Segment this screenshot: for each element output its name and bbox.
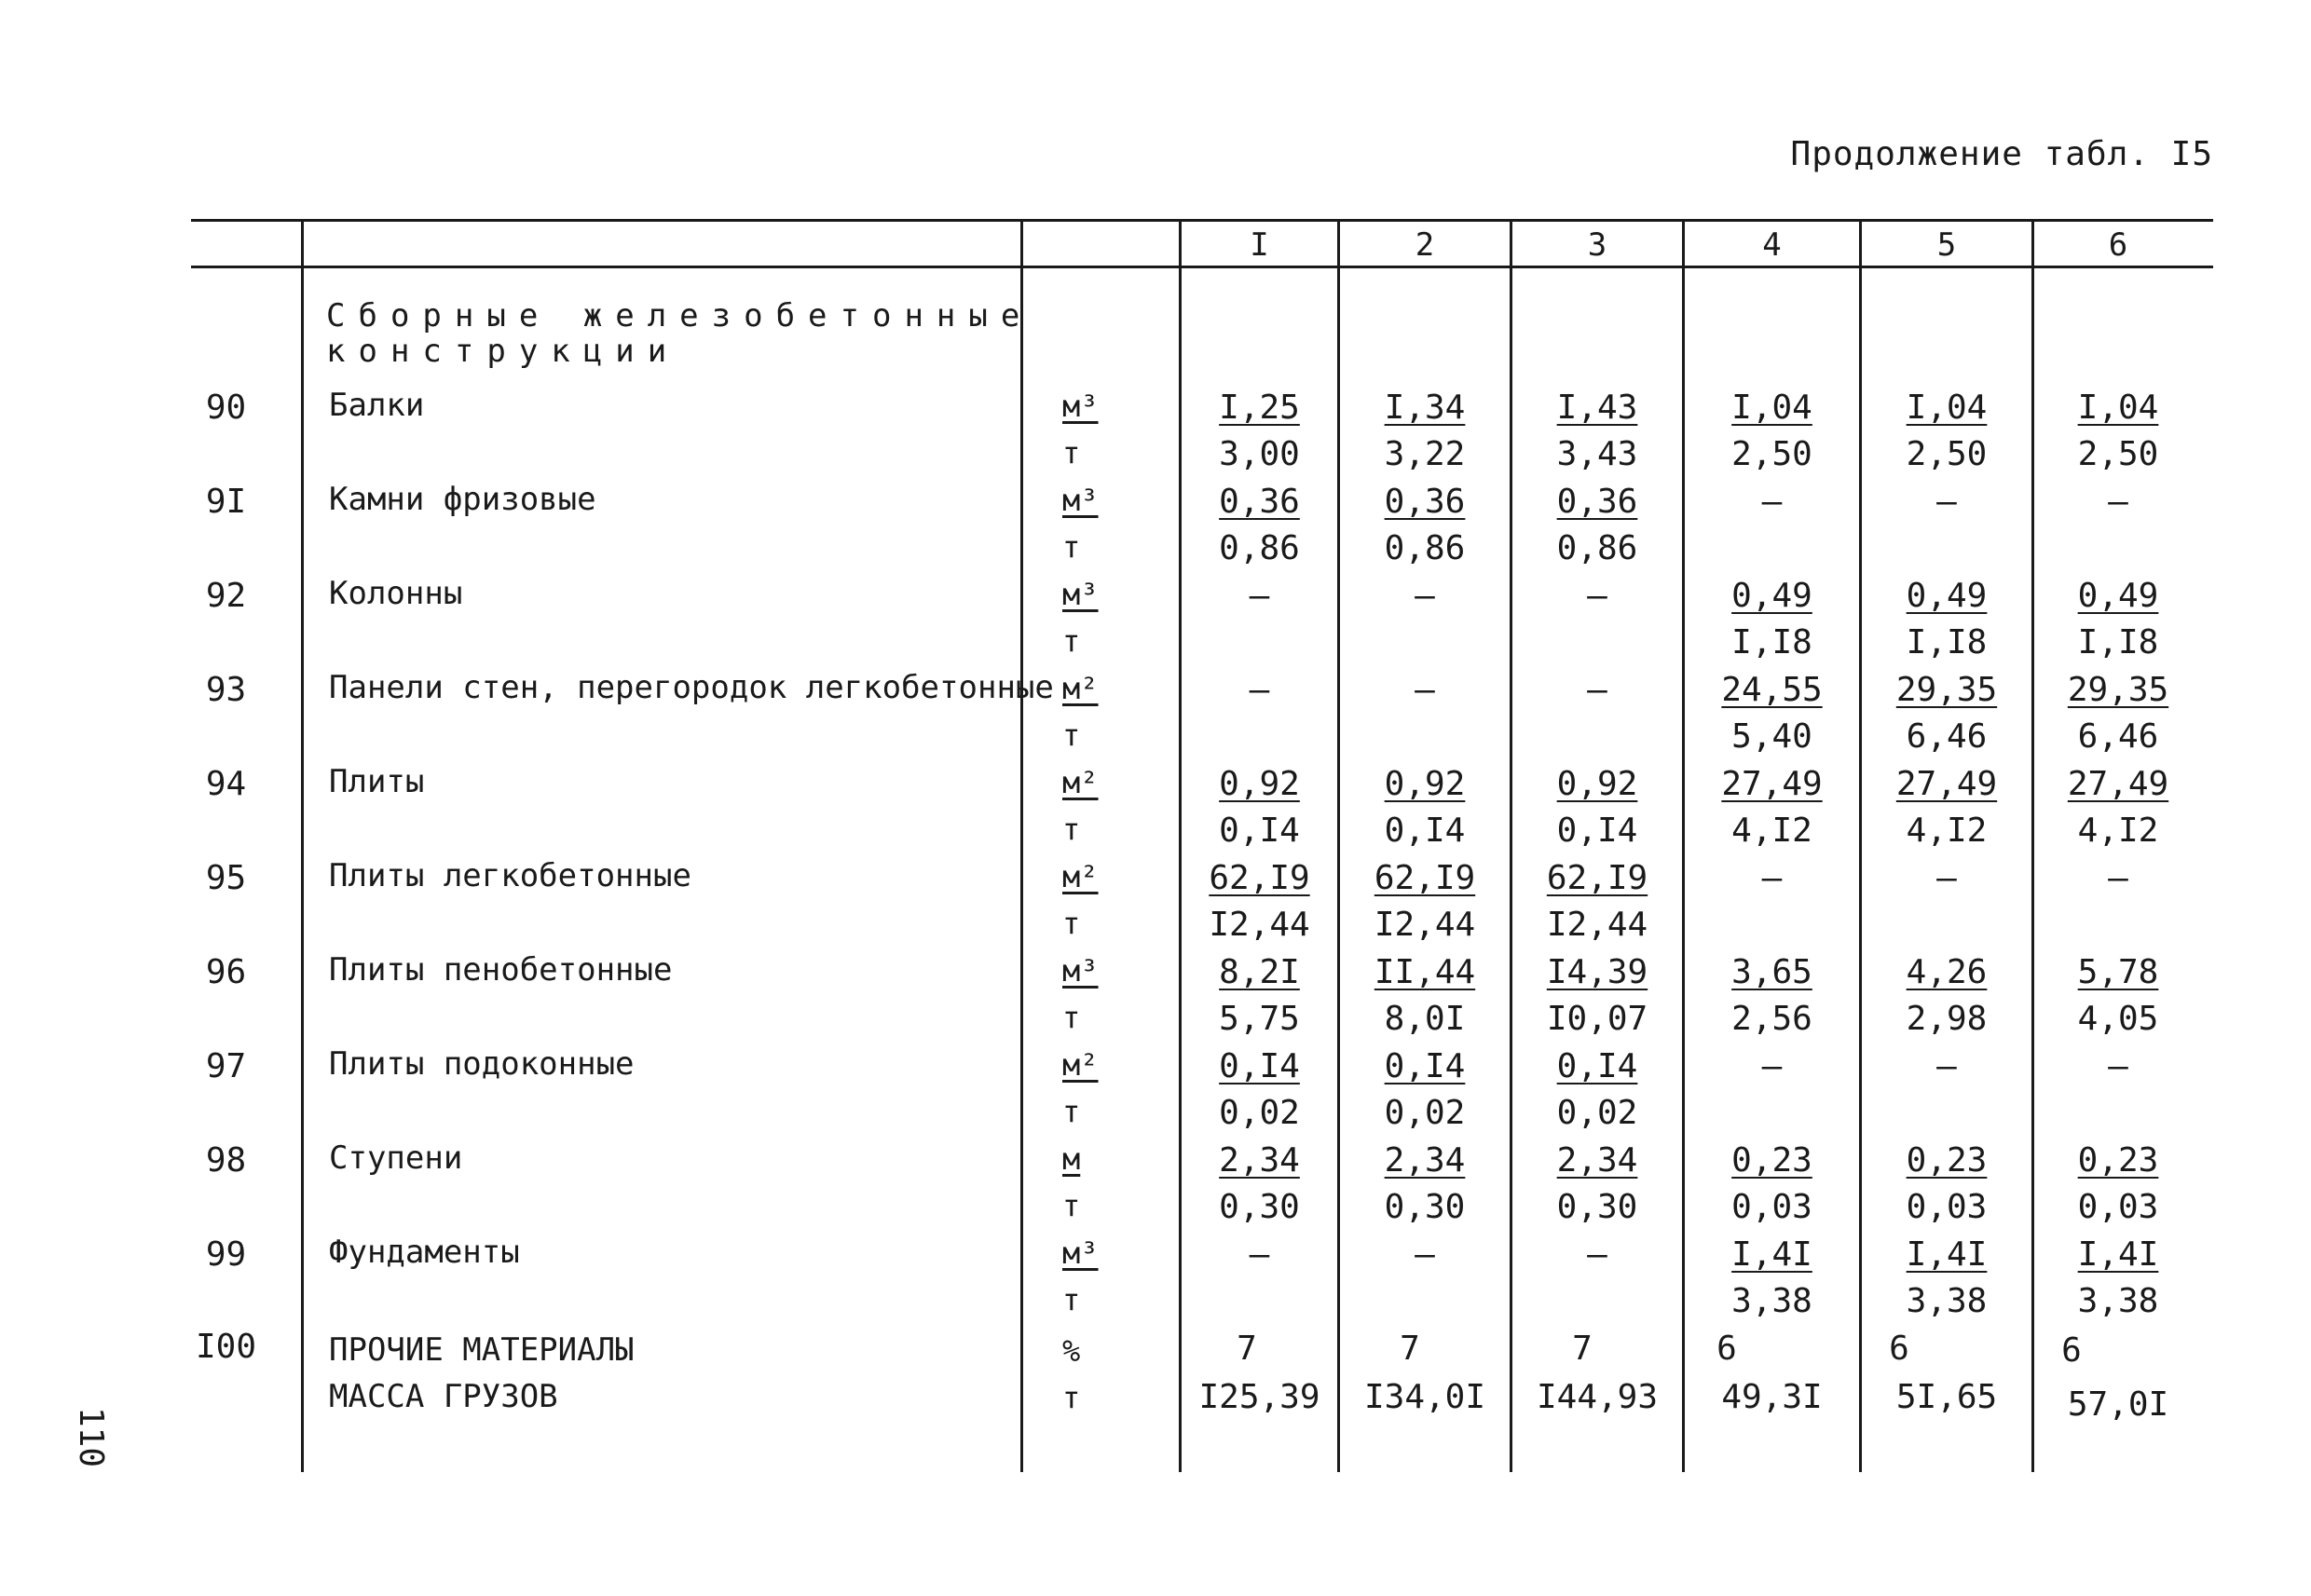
row-unit-primary: м³	[1062, 953, 1099, 989]
cell-value-mass: 3,38	[2077, 1282, 2159, 1320]
cell-value-mass: I,I8	[2077, 623, 2159, 662]
cell-value-text: –	[1249, 577, 1270, 615]
table-row	[191, 1235, 2213, 1329]
cell-value-mass: 8,0I	[1384, 1000, 1466, 1038]
cell-value-text: 29,35	[2067, 671, 2169, 709]
cell-value-primary	[1685, 667, 1859, 714]
cell-value-mass: 0,86	[1384, 529, 1466, 567]
row-unit-mass: т	[1062, 906, 1081, 941]
cell-value-text: I,25	[1219, 389, 1300, 427]
cell-value-mass: 2,50	[1731, 435, 1812, 473]
row-name: Панели стен, перегородок легкобетонные	[329, 669, 1054, 706]
cell-value-text: 0,23	[1731, 1141, 1812, 1180]
cell-value-primary	[1512, 573, 1682, 620]
cell-value-primary	[1862, 761, 2031, 808]
cell-value-text: –	[1936, 1047, 1957, 1085]
cell-value-mass: I2,44	[1374, 906, 1476, 944]
cell-value-mass: 0,03	[1731, 1188, 1812, 1226]
cell-value-text: 62,I9	[1374, 859, 1476, 897]
table-row	[191, 577, 2213, 670]
row-name: Камни фризовые	[329, 481, 596, 518]
cell-value-text: 4,26	[1906, 953, 1988, 991]
cell-value-text: 62,I9	[1546, 859, 1648, 897]
cell-value-primary	[1340, 667, 1510, 714]
cell-value-primary	[1862, 479, 2031, 525]
cell-value-primary	[2034, 667, 2202, 714]
cell-value-text: –	[2108, 859, 2128, 897]
cell-value-text: –	[1587, 577, 1607, 615]
cell-value-mass: 4,I2	[1906, 812, 1988, 850]
cell-value-text: 5,78	[2077, 953, 2159, 991]
row-unit-mass: т	[1062, 812, 1081, 847]
column-header-4: 4	[1762, 226, 1782, 264]
row-unit-primary: м²	[1062, 671, 1099, 706]
cell-value-mass: 0,30	[1556, 1188, 1638, 1226]
cell-value-mass: I,I8	[1731, 623, 1812, 662]
row-name: Колонны	[329, 575, 463, 612]
cell-value-mass: 2,50	[1906, 435, 1988, 473]
row-number: 90	[205, 389, 247, 427]
cell-value-text: 0,I4	[1556, 1047, 1638, 1085]
cell-value-text: I,34	[1384, 389, 1466, 427]
cell-value: 7	[1237, 1330, 1257, 1368]
row-name: Плиты	[329, 763, 425, 800]
cell-value-mass: I,I8	[1906, 623, 1988, 662]
section-title-line1: Сборные железобетонные	[326, 297, 1033, 334]
cell-value-text: I,04	[2077, 389, 2159, 427]
cell-value-mass: 0,30	[1384, 1188, 1466, 1226]
cell-value-mass: 4,05	[2077, 1000, 2159, 1038]
data-table	[191, 219, 2213, 1477]
cell-value: 5I,65	[1895, 1378, 1998, 1416]
cell-value-primary	[1340, 1138, 1510, 1184]
section-title-line2: конструкции	[326, 333, 680, 370]
row-unit-mass: т	[1062, 1000, 1081, 1035]
cell-value-text: –	[2108, 483, 2128, 521]
cell-value-text: I,4I	[2077, 1235, 2159, 1274]
cell-value-primary	[1862, 385, 2031, 431]
cell-value-mass: 2,56	[1731, 1000, 1812, 1038]
column-header-2: 2	[1415, 226, 1435, 264]
cell-value-primary	[1862, 667, 2031, 714]
cell-value-primary	[1512, 1138, 1682, 1184]
cell-value-mass: I2,44	[1546, 906, 1648, 944]
cell-value-text: 29,35	[1895, 671, 1998, 709]
table-top-rule	[191, 219, 2213, 222]
cell-value-primary	[2034, 573, 2202, 620]
cell-value: 6	[1716, 1330, 1737, 1368]
cell-value-mass: 0,02	[1219, 1094, 1300, 1132]
cell-value-mass: 0,02	[1556, 1094, 1638, 1132]
cell-value-primary	[2034, 1232, 2202, 1278]
cell-value-primary	[1862, 949, 2031, 996]
row-number: 97	[205, 1047, 247, 1085]
row-unit-mass: т	[1062, 717, 1081, 753]
cell-value-primary	[1685, 1044, 1859, 1090]
cell-value-primary	[1182, 573, 1337, 620]
cell-value-mass: 4,I2	[1731, 812, 1812, 850]
table-header-rule	[191, 266, 2213, 268]
cell-value-primary	[1512, 385, 1682, 431]
cell-value-mass: 5,40	[1731, 717, 1812, 756]
column-header-5: 5	[1936, 226, 1957, 264]
cell-value-mass: 6,46	[1906, 717, 1988, 756]
cell-value-text: 0,49	[1731, 577, 1812, 615]
cell-value-primary	[2034, 855, 2202, 902]
cell-value-mass: 0,86	[1219, 529, 1300, 567]
row-unit-mass: т	[1062, 529, 1081, 565]
cell-value-primary	[1340, 573, 1510, 620]
cell-value-primary	[1512, 667, 1682, 714]
cell-value-primary	[2034, 761, 2202, 808]
cell-value-text: 0,92	[1556, 765, 1638, 803]
cell-value-primary	[1340, 479, 1510, 525]
cell-value-primary	[1512, 761, 1682, 808]
table-row	[191, 483, 2213, 576]
cell-value: 7	[1572, 1330, 1593, 1368]
cell-value-text: –	[1761, 859, 1783, 897]
row-unit-mass: т	[1062, 1188, 1081, 1223]
cell-value-primary	[1340, 1232, 1510, 1278]
cell-value-mass: 3,43	[1556, 435, 1638, 473]
cell-value-text: 24,55	[1721, 671, 1823, 709]
column-header-1: I	[1250, 226, 1269, 264]
cell-value-text: 62,I9	[1209, 859, 1310, 897]
row-unit-mass: т	[1062, 1282, 1081, 1317]
page-number: 110	[72, 1407, 110, 1468]
row-unit-primary: м³	[1062, 389, 1099, 424]
table-row	[191, 1047, 2213, 1140]
cell-value-primary	[1512, 479, 1682, 525]
cell-value-primary	[1182, 1232, 1337, 1278]
cell-value-text: –	[1249, 671, 1270, 709]
row-unit-primary: м³	[1062, 1235, 1099, 1271]
row-number: 9I	[205, 483, 247, 521]
cell-value-primary	[2034, 1138, 2202, 1184]
cell-value: I44,93	[1536, 1378, 1659, 1416]
cell-value-mass: 0,I4	[1219, 812, 1300, 850]
row-name: ПРОЧИЕ МАТЕРИАЛЫ	[329, 1331, 635, 1369]
row-number: 92	[205, 577, 247, 615]
cell-value-mass: 2,98	[1906, 1000, 1988, 1038]
cell-value-primary	[1340, 1044, 1510, 1090]
cell-value: 49,3I	[1721, 1378, 1823, 1416]
column-header-3: 3	[1587, 226, 1607, 264]
cell-value-primary	[2034, 949, 2202, 996]
cell-value-text: 0,36	[1219, 483, 1300, 521]
cell-value-text: –	[1761, 483, 1783, 521]
cell-value-primary	[1182, 479, 1337, 525]
row-name: Фундаменты	[329, 1234, 520, 1271]
table-row	[191, 671, 2213, 764]
row-unit-mass: т	[1062, 623, 1081, 659]
cell-value-primary	[1685, 385, 1859, 431]
cell-value-primary	[1685, 1138, 1859, 1184]
row-unit: %	[1062, 1333, 1081, 1369]
row-unit-primary: м²	[1062, 859, 1099, 894]
cell-value-text: 0,23	[1906, 1141, 1988, 1180]
row-name: Плиты пенобетонные	[329, 951, 673, 989]
row-unit-primary: м³	[1062, 483, 1099, 518]
table-row	[191, 389, 2213, 482]
cell-value-text: 3,65	[1731, 953, 1812, 991]
row-unit: т	[1062, 1380, 1081, 1415]
cell-value-text: 0,I4	[1219, 1047, 1300, 1085]
row-unit-primary: м²	[1062, 1047, 1099, 1083]
cell-value-text: 2,34	[1219, 1141, 1300, 1180]
cell-value-primary	[1182, 855, 1337, 902]
cell-value-text: I,43	[1556, 389, 1638, 427]
cell-value-primary	[1182, 1138, 1337, 1184]
cell-value-primary	[1685, 761, 1859, 808]
cell-value-text: 2,34	[1384, 1141, 1466, 1180]
row-unit-primary: м	[1062, 1141, 1081, 1177]
cell-value: I25,39	[1198, 1378, 1320, 1416]
cell-value: 6	[1889, 1330, 1909, 1368]
cell-value-mass: I0,07	[1546, 1000, 1648, 1038]
cell-value-text: –	[1936, 483, 1957, 521]
cell-value-primary	[1862, 855, 2031, 902]
row-unit-mass: т	[1062, 1094, 1081, 1129]
section-title	[326, 298, 1032, 369]
cell-value-primary	[1685, 573, 1859, 620]
cell-value-primary	[1685, 1232, 1859, 1278]
cell-value-mass: 0,I4	[1384, 812, 1466, 850]
row-unit-primary: м³	[1062, 577, 1099, 612]
cell-value: I34,0I	[1363, 1378, 1486, 1416]
cell-value-text: –	[1415, 577, 1435, 615]
row-number: 93	[205, 671, 247, 709]
row-number: 98	[205, 1141, 247, 1180]
cell-value: 57,0I	[2067, 1385, 2169, 1424]
cell-value-text: 0,36	[1384, 483, 1466, 521]
cell-value-primary	[1862, 1044, 2031, 1090]
cell-value-mass: 3,38	[1906, 1282, 1988, 1320]
cell-value-primary	[1340, 385, 1510, 431]
row-unit-primary: м²	[1062, 765, 1099, 800]
cell-value-text: 0,92	[1384, 765, 1466, 803]
cell-value-text: 2,34	[1556, 1141, 1638, 1180]
cell-value-mass: 4,I2	[2077, 812, 2159, 850]
cell-value-text: I,04	[1906, 389, 1988, 427]
row-number: 94	[205, 765, 247, 803]
cell-value-text: –	[1936, 859, 1957, 897]
cell-value-mass: 0,30	[1219, 1188, 1300, 1226]
cell-value-text: 27,49	[1721, 765, 1823, 803]
cell-value-text: –	[1249, 1235, 1270, 1274]
cell-value-text: –	[2108, 1047, 2128, 1085]
cell-value-text: 0,92	[1219, 765, 1300, 803]
cell-value-text: 0,49	[2077, 577, 2159, 615]
cell-value-text: –	[1761, 1047, 1783, 1085]
cell-value-primary	[1685, 479, 1859, 525]
cell-value-primary	[1182, 1044, 1337, 1090]
table-row	[191, 1141, 2213, 1235]
cell-value-primary	[1512, 1232, 1682, 1278]
cell-value-primary	[1182, 385, 1337, 431]
row-number: 95	[205, 859, 247, 897]
cell-value-primary	[1685, 949, 1859, 996]
row-name: Балки	[329, 387, 425, 424]
cell-value-mass: 0,I4	[1556, 812, 1638, 850]
cell-value-text: –	[1415, 671, 1435, 709]
cell-value-text: I4,39	[1546, 953, 1648, 991]
cell-value-mass: 0,03	[1906, 1188, 1988, 1226]
row-name: Плиты легкобетонные	[329, 857, 691, 894]
cell-value-primary	[1862, 1232, 2031, 1278]
cell-value-primary	[1182, 949, 1337, 996]
cell-value-mass: 2,50	[2077, 435, 2159, 473]
cell-value: 7	[1400, 1330, 1420, 1368]
cell-value-mass: 3,00	[1219, 435, 1300, 473]
table-row-mass	[191, 1374, 2213, 1467]
cell-value-primary	[1340, 855, 1510, 902]
cell-value-mass: 0,86	[1556, 529, 1638, 567]
cell-value-text: –	[1415, 1235, 1435, 1274]
cell-value-primary	[1182, 667, 1337, 714]
cell-value-text: 27,49	[1895, 765, 1998, 803]
cell-value-primary	[2034, 479, 2202, 525]
cell-value-text: 0,23	[2077, 1141, 2159, 1180]
cell-value-text: I,04	[1731, 389, 1812, 427]
cell-value-primary	[2034, 1044, 2202, 1090]
row-number: 96	[205, 953, 247, 991]
cell-value-primary	[2034, 385, 2202, 431]
cell-value-primary	[1862, 1138, 2031, 1184]
cell-value-text: 0,36	[1556, 483, 1638, 521]
cell-value-text: –	[1587, 671, 1607, 709]
cell-value-text: II,44	[1374, 953, 1476, 991]
cell-value-mass: 5,75	[1219, 1000, 1300, 1038]
row-unit-mass: т	[1062, 435, 1081, 471]
cell-value-mass: I2,44	[1209, 906, 1310, 944]
cell-value-text: 0,I4	[1384, 1047, 1466, 1085]
table-caption: Продолжение табл. I5	[1790, 135, 2213, 173]
cell-value-primary	[1340, 761, 1510, 808]
row-number: I00	[195, 1328, 257, 1366]
cell-value-mass: 0,02	[1384, 1094, 1466, 1132]
cell-value-text: 0,49	[1906, 577, 1988, 615]
cell-value-text: –	[1587, 1235, 1607, 1274]
cell-value-text: 27,49	[2067, 765, 2169, 803]
cell-value-primary	[1512, 1044, 1682, 1090]
cell-value-text: 8,2I	[1219, 953, 1300, 991]
cell-value-primary	[1340, 949, 1510, 996]
table-row	[191, 953, 2213, 1046]
cell-value-mass: 3,38	[1731, 1282, 1812, 1320]
row-name: МАССА ГРУЗОВ	[329, 1378, 558, 1415]
cell-value-mass: 0,03	[2077, 1188, 2159, 1226]
row-number: 99	[205, 1235, 247, 1274]
cell-value-primary	[1512, 949, 1682, 996]
cell-value-primary	[1685, 855, 1859, 902]
cell-value-text: I,4I	[1731, 1235, 1812, 1274]
column-header-6: 6	[2108, 226, 2128, 264]
row-name: Ступени	[329, 1139, 463, 1177]
cell-value-primary	[1512, 855, 1682, 902]
row-name: Плиты подоконные	[329, 1045, 635, 1083]
cell-value-mass: 6,46	[2077, 717, 2159, 756]
cell-value: 6	[2061, 1331, 2082, 1370]
cell-value-mass: 3,22	[1384, 435, 1466, 473]
cell-value-primary	[1182, 761, 1337, 808]
cell-value-primary	[1862, 573, 2031, 620]
table-row	[191, 765, 2213, 858]
table-row	[191, 859, 2213, 952]
cell-value-text: I,4I	[1906, 1235, 1988, 1274]
